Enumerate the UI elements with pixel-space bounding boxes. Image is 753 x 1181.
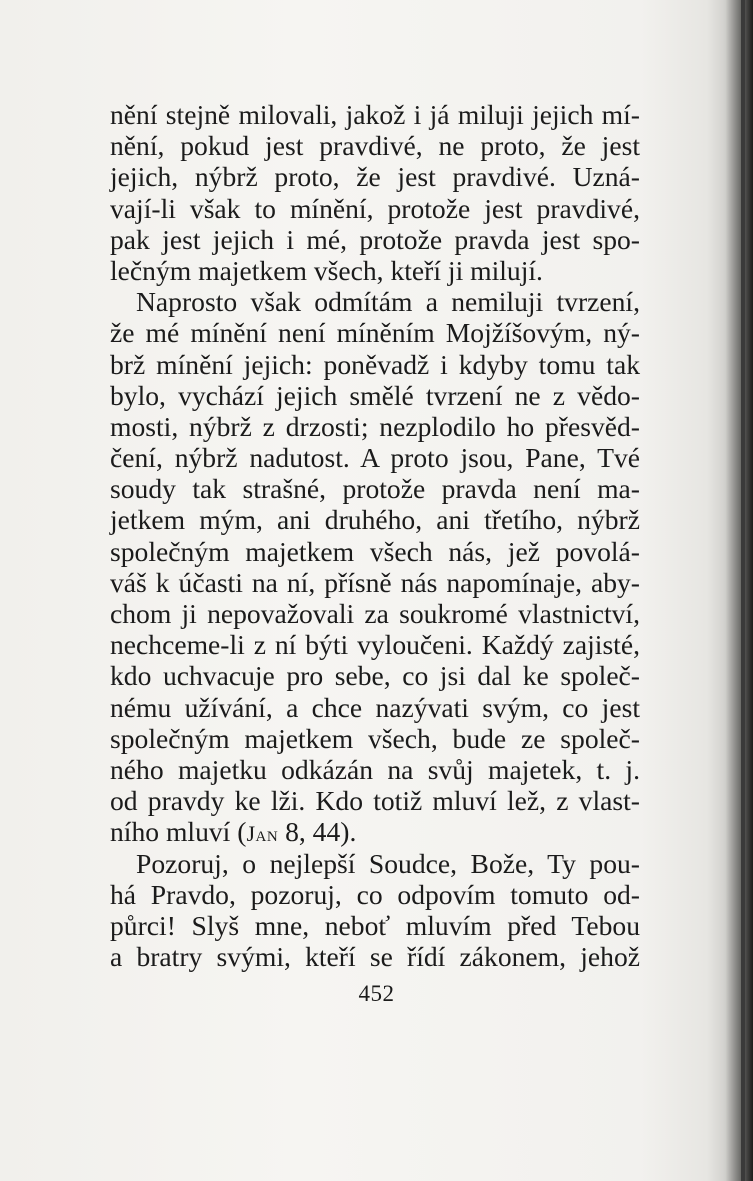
citation-reference: 8, 44).: [285, 816, 357, 848]
text-line: mosti, nýbrž z drzosti; nezplodilo ho přesvěd-: [110, 410, 640, 442]
text-line: půrci! Slyš mne, neboť mluvím před Tebou: [110, 909, 640, 941]
text-line: nění stejně milovali, jakož i já miluji jejich mí-: [110, 99, 640, 130]
text-line: bylo, vychází jejich smělé tvrzení ne z vědo-: [110, 379, 640, 411]
text-line: lečným majetkem všech, kteří ji milují.: [110, 254, 543, 286]
text-line: jetkem mým, ani druhého, ani třetího, nýbrž: [110, 504, 640, 536]
text-line: nému užívání, a chce nazývati svým, co jest: [110, 691, 640, 723]
citation-prefix: ního mluví (: [110, 816, 247, 848]
text-line: od pravdy ke lži. Kdo totiž mluví lež, z vlast-: [110, 785, 640, 817]
text-line: společným majetkem všech, bude ze společ-: [110, 722, 640, 754]
text-line: nění, pokud jest pravdivé, ne proto, že jest: [110, 130, 640, 162]
paragraph-start-line: Pozoruj, o nejlepší Soudce, Bože, Ty pou-: [136, 847, 640, 879]
page-number: 452: [358, 981, 395, 1006]
body-text: [110, 99, 640, 972]
text-line: kdo uchvacuje pro sebe, co jsi dal ke společ-: [110, 660, 640, 692]
citation-line: [110, 816, 640, 847]
text-line: há Pravdo, pozoruj, co odpovím tomuto od-: [110, 878, 640, 910]
text-line: váš k účasti na ní, přísně nás napomínaje, aby-: [110, 566, 640, 598]
citation-book: Jan: [246, 821, 279, 847]
text-line: soudy tak strašné, protože pravda není ma-: [110, 473, 640, 505]
text-line: pak jest jejich i mé, protože pravda jest spo-: [110, 223, 640, 255]
text-line: čení, nýbrž nadutost. A proto jsou, Pane, Tvé: [110, 442, 640, 474]
text-line: vají-li však to mínění, protože jest pravdivé,: [110, 192, 640, 224]
text-line: že mé mínění není míněním Mojžíšovým, ný-: [110, 317, 640, 349]
text-line: ného majetku odkázán na svůj majetek, t. j.: [110, 753, 640, 785]
text-line: a bratry svými, kteří se řídí zákonem, jehož: [110, 941, 640, 973]
text-line: brž mínění jejich: poněvadž i kdyby tomu tak: [110, 348, 640, 380]
text-line: chom ji nepovažovali za soukromé vlastnictví,: [110, 598, 640, 629]
paragraph-start-line: Naprosto však odmítám a nemiluji tvrzení,: [136, 286, 640, 318]
text-line: jejich, nýbrž proto, že jest pravdivé. Uzná-: [110, 161, 640, 193]
text-line: nechceme-li z ní býti vyloučeni. Každý zajisté,: [110, 629, 640, 661]
text-line: společným majetkem všech nás, jež povolá-: [110, 535, 640, 567]
